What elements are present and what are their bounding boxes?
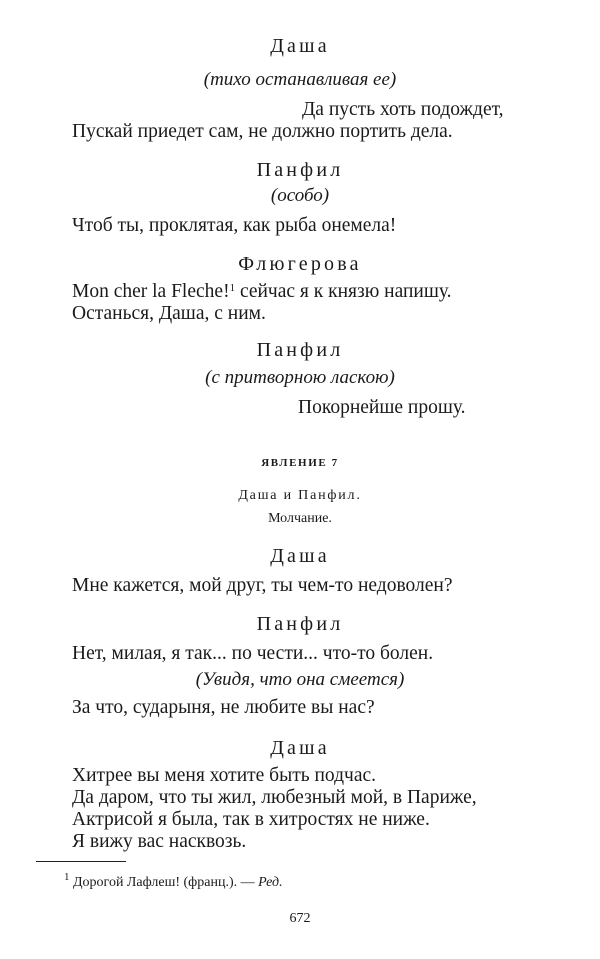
verse-line: Да даром, что ты жил, любезный мой, в Париже, — [72, 787, 477, 808]
verse-line: Хитрее вы меня хотите быть подчас. — [72, 765, 377, 786]
page-number: 672 — [289, 911, 311, 926]
speaker-name: Панфил — [256, 159, 344, 181]
footnote-text: Дорогой Лафлеш! (франц.). — — [73, 875, 255, 890]
verse-line: Останься, Даша, с ним. — [72, 303, 266, 324]
footnote-editor: Ред. — [258, 875, 283, 890]
stage-direction: (тихо останавливая ее) — [203, 69, 397, 90]
footnote-ref: 1 — [229, 282, 236, 294]
footnote — [64, 871, 283, 890]
speaker-name: Даша — [270, 545, 330, 567]
speaker-name: Флюгерова — [238, 253, 362, 275]
speaker-name: Панфил — [256, 613, 344, 635]
verse-line — [72, 282, 452, 302]
footnote-mark: 1 — [64, 871, 70, 883]
verse-line: Пускай приедет сам, не должно портить дела. — [72, 121, 453, 142]
footnote-divider — [36, 861, 126, 862]
verse-line: Да пусть хоть подождет, — [302, 99, 504, 120]
verse-line: Нет, милая, я так... по чести... что-то болен. — [72, 643, 434, 664]
speaker-name: Даша — [270, 737, 330, 759]
stage-direction: (Увидя, что она смеется) — [195, 669, 405, 690]
verse-line: За что, сударыня, не любите вы нас? — [72, 697, 375, 718]
speaker-name: Панфил — [256, 339, 344, 361]
scene-title: ЯВЛЕНИЕ 7 — [261, 457, 339, 469]
scene-note: Молчание. — [268, 511, 332, 526]
verse-line: Мне кажется, мой друг, ты чем-то недоволен? — [72, 575, 453, 596]
verse-line: Чтоб ты, проклятая, как рыба онемела! — [72, 215, 397, 236]
speaker-name: Даша — [270, 35, 330, 57]
stage-direction: (особо) — [270, 185, 330, 206]
verse-line: Актрисой я была, так в хитростях не ниже. — [72, 809, 430, 830]
verse-line: Покорнейше прошу. — [298, 397, 466, 418]
stage-direction: (с притворною ласкою) — [205, 367, 395, 388]
verse-line: Я вижу вас насквозь. — [72, 831, 247, 852]
verse-text: сейчас я к князю напишу. — [239, 281, 452, 302]
scene-cast: Даша и Панфил. — [238, 488, 362, 503]
verse-french: Mon cher la Fleche! — [72, 281, 230, 302]
